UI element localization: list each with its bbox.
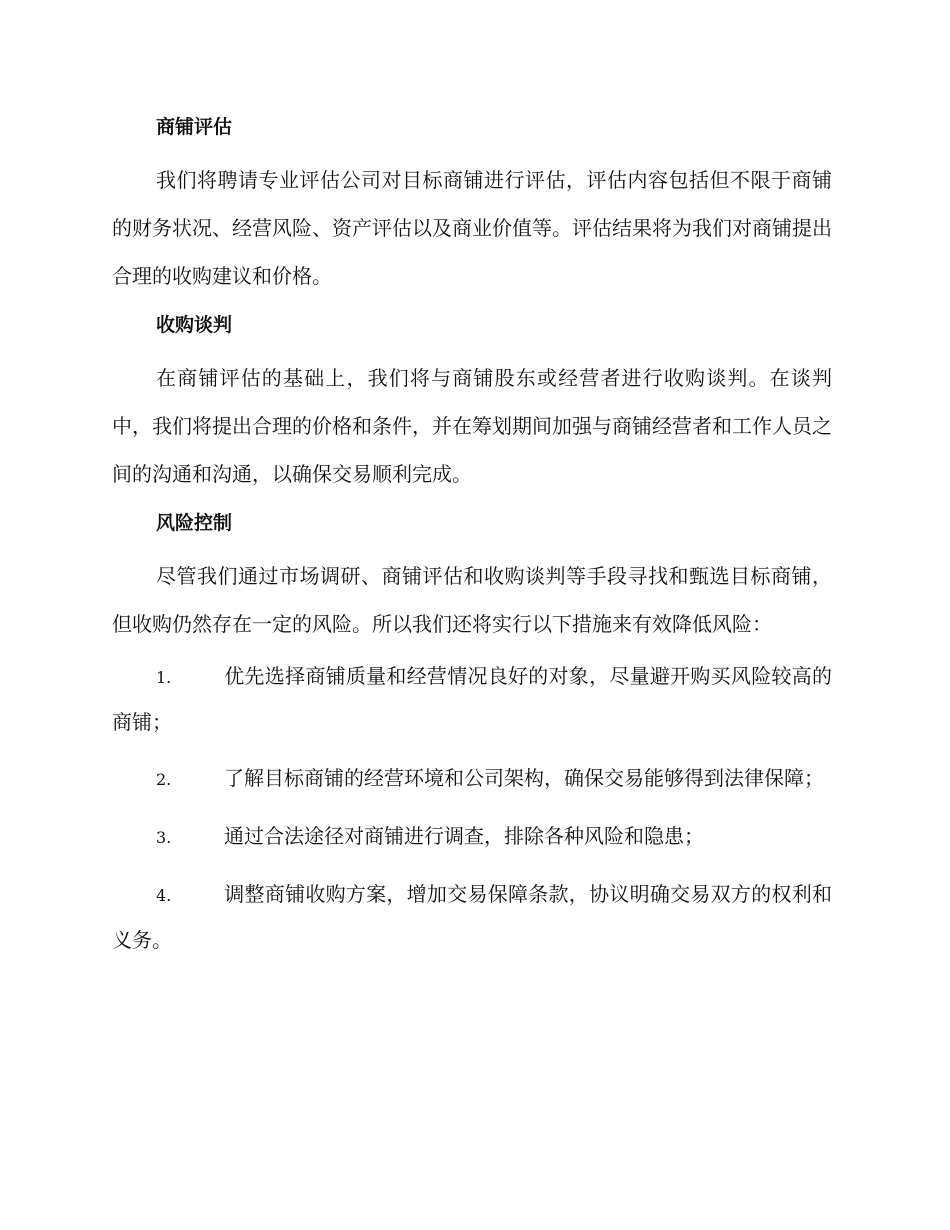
section-paragraph: 我们将聘请专业评估公司对目标商铺进行评估，评估内容包括但不限于商铺的财务状况、经营风险、资产评估以及商业价值等。评估结果将为我们对商铺提出合理的收购建议和价格。 — [112, 168, 832, 288]
list-item — [112, 654, 832, 744]
risk-measures-list — [112, 654, 832, 962]
list-item-number: 1. — [156, 668, 172, 687]
section-heading: 风险控制 — [156, 512, 233, 534]
list-item-number: 4. — [156, 886, 172, 905]
list-item-text: 通过合法途径对商铺进行调查，排除各种风险和隐患； — [224, 824, 704, 848]
list-item-text: 调整商铺收购方案，增加交易保障条款，协议明确交易双方的权利和义务。 — [112, 882, 832, 952]
list-item — [112, 814, 832, 860]
list-item — [112, 756, 832, 802]
section-heading: 收购谈判 — [156, 314, 233, 336]
list-item — [112, 872, 832, 962]
section-paragraph: 尽管我们通过市场调研、商铺评估和收购谈判等手段寻找和甄选目标商铺，但收购仍然存在一定的风险。所以我们还将实行以下措施来有效降低风险： — [112, 564, 832, 636]
section-acquisition-negotiation — [112, 306, 832, 498]
section-store-evaluation — [112, 108, 832, 300]
list-item-number: 3. — [156, 828, 172, 847]
list-item-number: 2. — [156, 770, 172, 789]
document-page — [112, 108, 832, 974]
section-risk-control — [112, 504, 832, 648]
section-heading: 商铺评估 — [156, 116, 233, 138]
list-item-text: 优先选择商铺质量和经营情况良好的对象，尽量避开购买风险较高的商铺； — [112, 664, 832, 734]
section-paragraph: 在商铺评估的基础上，我们将与商铺股东或经营者进行收购谈判。在谈判中，我们将提出合理的价格和条件，并在筹划期间加强与商铺经营者和工作人员之间的沟通和沟通，以确保交易顺利完成。 — [112, 366, 832, 486]
list-item-text: 了解目标商铺的经营环境和公司架构，确保交易能够得到法律保障； — [224, 766, 824, 790]
